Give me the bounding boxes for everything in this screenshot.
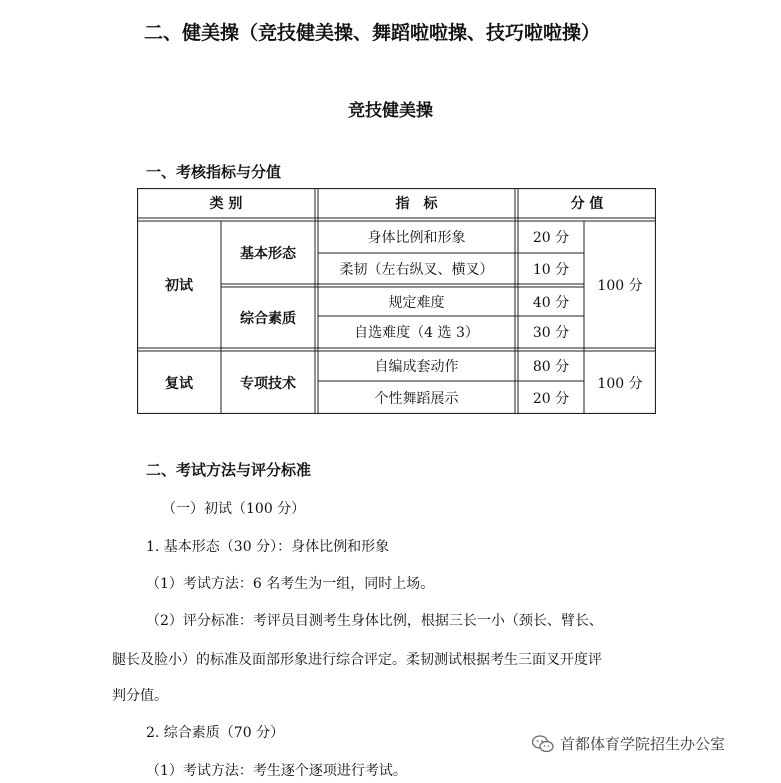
wechat-icon — [532, 735, 554, 753]
round-retest: 复试 — [165, 375, 193, 392]
paragraph: （一）初试（100 分） — [162, 501, 306, 517]
paragraph: （1）考试方法：6 名考生为一组，同时上场。 — [146, 576, 435, 592]
header-indicator: 指 标 — [395, 196, 438, 212]
indicator-cell: 自编成套动作 — [374, 359, 459, 375]
document-subheading: 竞技健美操 — [348, 101, 433, 121]
score-cell: 80 分 — [532, 359, 570, 375]
paragraph: （2）评分标准：考评员目测考生身体比例，根据三长一小（颈长、臂长、 — [146, 613, 603, 629]
score-cell: 30 分 — [532, 325, 570, 341]
total-initial: 100 分 — [597, 277, 643, 294]
score-cell: 10 分 — [532, 261, 570, 278]
group-special-skill: 专项技术 — [240, 375, 296, 392]
score-cell: 20 分 — [532, 390, 570, 407]
header-category: 类 别 — [209, 196, 243, 212]
document-heading: 二、健美操（竞技健美操、舞蹈啦啦操、技巧啦啦操） — [144, 22, 601, 44]
group-overall-quality: 综合素质 — [240, 310, 296, 327]
indicator-cell: 身体比例和形象 — [367, 230, 466, 246]
paragraph: 判分值。 — [112, 688, 168, 704]
paragraph: 1. 基本形态（30 分）：身体比例和形象 — [146, 539, 390, 555]
paragraph: 2. 综合素质（70 分） — [146, 725, 285, 741]
scoring-table — [137, 188, 656, 414]
indicator-cell: 柔韧（左右纵叉、横叉） — [339, 261, 494, 278]
paragraph: （1）考试方法：考生逐个逐项进行考试。 — [146, 763, 407, 779]
score-cell: 20 分 — [532, 230, 570, 246]
watermark — [532, 733, 725, 754]
indicator-cell: 个性舞蹈展示 — [374, 390, 459, 407]
indicator-cell: 规定难度 — [388, 294, 445, 311]
section-title-methods: 二、考试方法与评分标准 — [146, 461, 312, 479]
section-title-scoring: 一、考核指标与分值 — [146, 163, 282, 181]
group-basic-form: 基本形态 — [240, 245, 296, 262]
watermark-text: 首都体育学院招生办公室 — [560, 735, 726, 753]
total-retest: 100 分 — [597, 375, 643, 392]
score-cell: 40 分 — [532, 294, 570, 311]
round-initial: 初试 — [165, 277, 193, 294]
indicator-cell: 自选难度（4 选 3） — [354, 325, 479, 341]
header-score: 分 值 — [570, 196, 604, 212]
paragraph: 腿长及脸小）的标准及面部形象进行综合评定。柔韧测试根据考生三面叉开度评 — [112, 652, 602, 668]
